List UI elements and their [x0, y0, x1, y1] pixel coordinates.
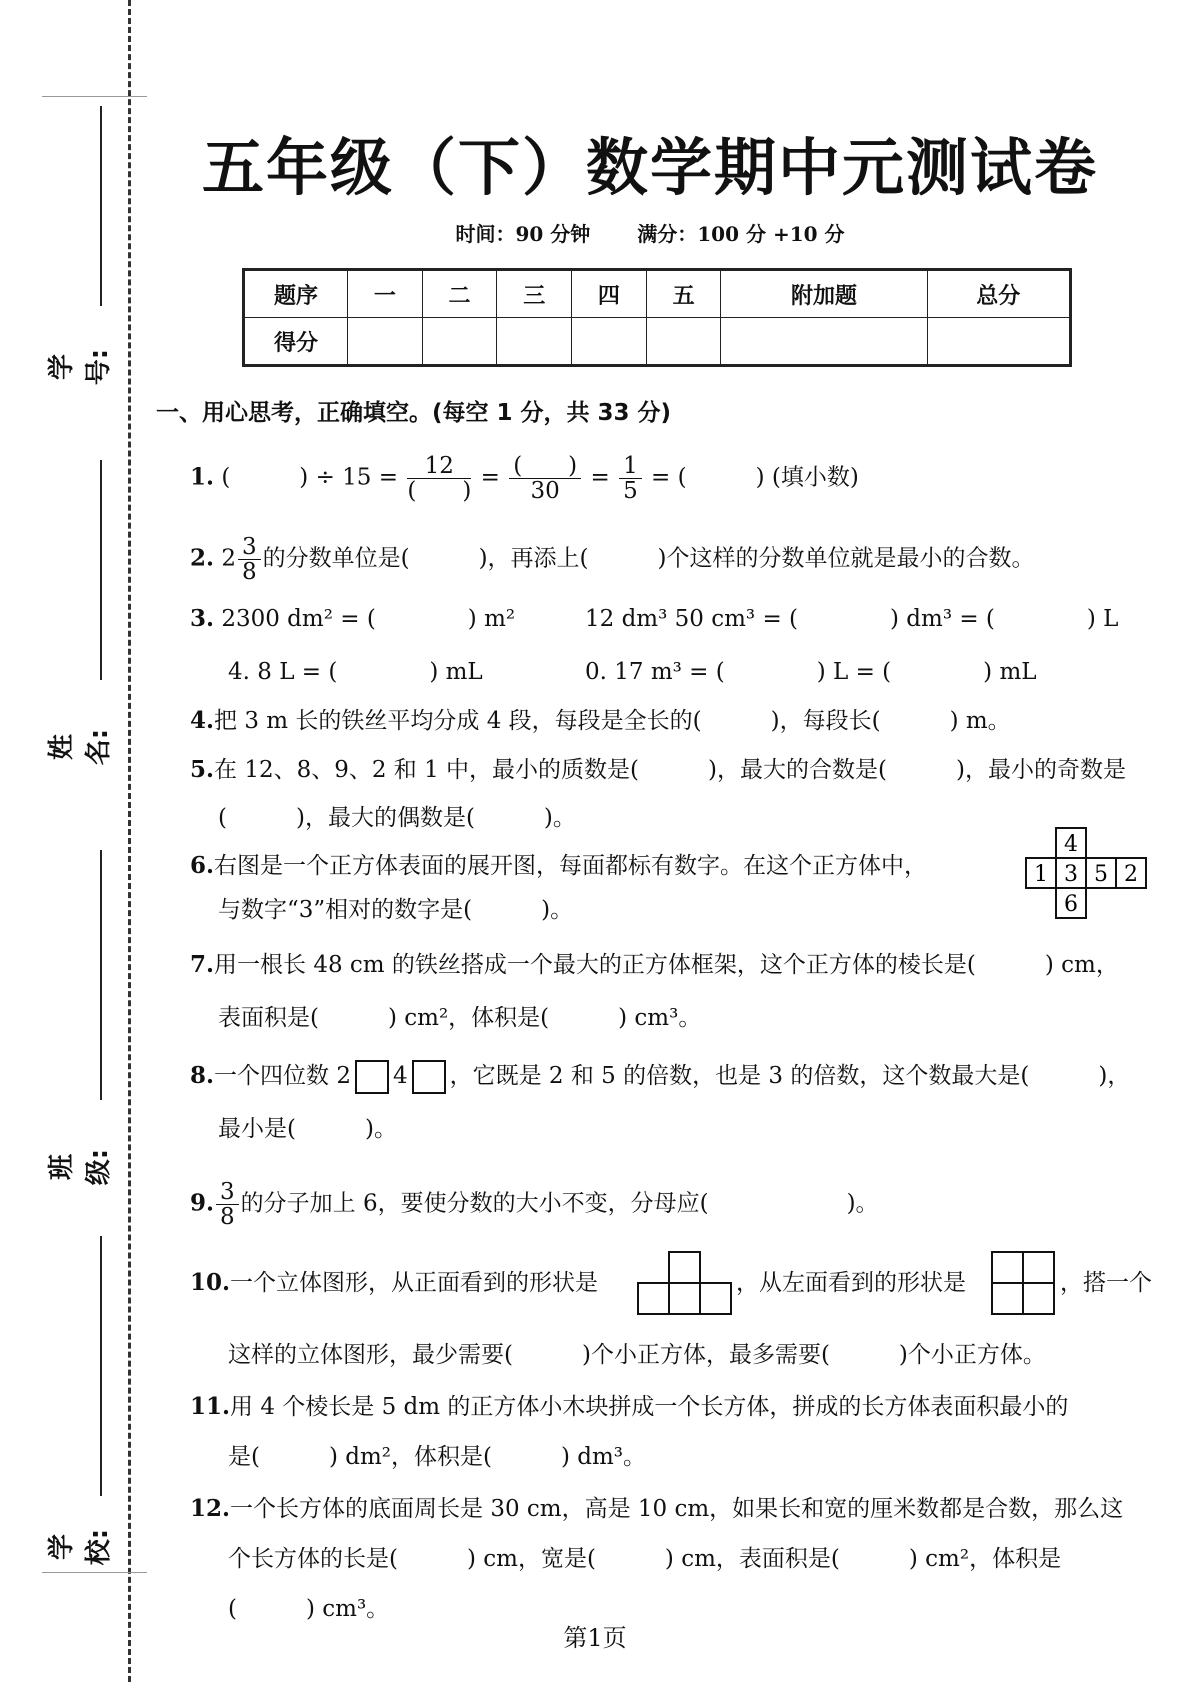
school-line[interactable] [100, 1236, 102, 1496]
question-number: 1. [190, 463, 215, 491]
cube-net-cell: 1 [1034, 862, 1048, 887]
binding-dashed-line [128, 0, 131, 1682]
question-11 [190, 1392, 1068, 1422]
page-title: 五年级（下）数学期中元测试卷 [201, 131, 1098, 204]
q3-part-b: 12 dm³ 50 cm³ = ( ) dm³ = ( ) L [585, 606, 1119, 632]
question-5 [190, 755, 1126, 785]
q10-part-c: ，搭一个 [1060, 1270, 1152, 1296]
q1-equals: = [480, 464, 500, 491]
q11-line-2: 是( ) dm²，体积是( ) dm³。 [228, 1444, 647, 1470]
score-table [242, 268, 1072, 367]
question-10 [190, 1268, 598, 1298]
question-number: 9. [190, 1189, 215, 1217]
q1-fraction-1: $\frac{12}{( )}$ [407, 453, 472, 504]
question-1 [190, 454, 859, 503]
score-cell[interactable] [721, 318, 927, 366]
q11-line-1: 用 4 个棱长是 5 dm 的正方体小木块拼成一个长方体，拼成的长方体表面积最小的 [230, 1394, 1069, 1420]
side-bottom-rule [42, 1572, 147, 1573]
score-cell[interactable] [572, 318, 647, 366]
q9-text: 的分子加上 6，要使分数的大小不变，分母应( )。 [240, 1190, 879, 1217]
score-header-cell: 四 [572, 270, 647, 318]
q5-line-2: ( )，最大的偶数是( )。 [218, 805, 576, 831]
time-limit: 时间：90 分钟 [455, 222, 591, 246]
q10-part-b: ，从左面看到的形状是 [736, 1270, 966, 1296]
page-number: 第1页 [563, 1624, 627, 1652]
score-header-cell: 三 [497, 270, 572, 318]
cube-net-cell: 2 [1124, 862, 1138, 887]
student-id-label: 学号: [47, 348, 114, 386]
score-header-cell: 五 [646, 270, 721, 318]
q10-line-2: 这样的立体图形，最少需要( )个小正方体，最多需要( )个小正方体。 [228, 1342, 1046, 1368]
score-cell[interactable] [497, 318, 572, 366]
q6-line-2: 与数字“3”相对的数字是( )。 [218, 897, 574, 923]
q6-line-1: 右图是一个正方体表面的展开图，每面都标有数字。在这个正方体中， [214, 853, 928, 879]
q3-part-d: 0. 17 m³ = ( ) L = ( ) mL [585, 659, 1037, 685]
q1-equals: = [590, 464, 610, 491]
digit-box[interactable] [412, 1060, 446, 1094]
question-number: 2. [190, 544, 215, 572]
question-9 [190, 1180, 879, 1229]
question-number: 8. [190, 1062, 215, 1089]
digit-box[interactable] [355, 1060, 389, 1094]
exam-meta [150, 218, 1150, 247]
q12-line-2: 个长方体的长是( ) cm，宽是( ) cm，表面积是( ) cm²，体积是 [228, 1546, 1062, 1572]
score-table-score-row [244, 318, 1071, 366]
q2-fraction: $\frac{3}{8}$ [238, 535, 261, 584]
cube-net-cell: 5 [1094, 862, 1108, 887]
q7-line-2: 表面积是( ) cm²，体积是( ) cm³。 [218, 1005, 702, 1031]
q8-part-b: 4 [392, 1063, 408, 1089]
q3-part-a: 2300 dm² = ( ) m² [221, 606, 516, 632]
question-4 [190, 706, 1011, 736]
cube-net-cell: 6 [1064, 892, 1078, 917]
q1-tail: = ( ) (填小数) [651, 464, 859, 491]
school-label: 学校: [47, 1528, 114, 1566]
q4-text: 把 3 m 长的铁丝平均分成 4 段，每段是全长的( )，每段长( ) m。 [214, 708, 1011, 734]
score-row-label: 得分 [244, 318, 348, 366]
question-number: 12. [190, 1495, 231, 1522]
q8-line-2: 最小是( )。 [218, 1116, 397, 1142]
cube-net-cell: 4 [1064, 832, 1078, 857]
score-cell[interactable] [646, 318, 721, 366]
cube-net-cell: 3 [1064, 862, 1078, 887]
q3-part-c: 4. 8 L = ( ) mL [228, 659, 483, 685]
left-view-figure [990, 1250, 1058, 1318]
question-6 [190, 851, 927, 881]
q9-fraction: $\frac{3}{8}$ [216, 1180, 239, 1229]
q7-line-1: 用一根长 48 cm 的铁丝搭成一个最大的正方体框架，这个正方体的棱长是( ) cm， [214, 952, 1119, 978]
q5-line-1: 在 12、8、9、2 和 1 中，最小的质数是( )，最大的合数是( )，最小的奇数是 [214, 757, 1126, 783]
side-top-rule [42, 96, 147, 97]
class-line[interactable] [100, 850, 102, 1100]
front-view-figure [636, 1250, 734, 1318]
q2-whole: 2 [221, 545, 236, 572]
student-name-line[interactable] [100, 460, 102, 680]
q10-part-a: 一个立体图形，从正面看到的形状是 [230, 1270, 599, 1296]
q8-part-c: ，它既是 2 和 5 的倍数，也是 3 的倍数，这个数最大是( )， [449, 1063, 1131, 1089]
q8-part-a: 一个四位数 2 [214, 1063, 351, 1089]
q2-text: 的分数单位是( )，再添上( )个这样的分数单位就是最小的合数。 [262, 545, 1035, 572]
q1-part-a: ( ) ÷ 15 = [221, 464, 399, 491]
student-id-line[interactable] [100, 106, 102, 306]
question-number: 6. [190, 852, 215, 879]
score-cell[interactable] [422, 318, 497, 366]
score-cell[interactable] [927, 318, 1070, 366]
question-3 [190, 604, 515, 634]
question-number: 4. [190, 707, 215, 734]
section-1-heading: 一、用心思考，正确填空。(每空 1 分，共 33 分) [156, 400, 672, 426]
score-header-cell: 附加题 [721, 270, 927, 318]
question-8 [190, 1060, 1130, 1094]
q1-fraction-3: $\frac{1}{5}$ [619, 454, 642, 503]
class-label: 班级: [47, 1148, 114, 1186]
q12-line-3: ( ) cm³。 [228, 1596, 390, 1622]
score-header-cell: 二 [422, 270, 497, 318]
student-name-label: 姓名: [47, 728, 114, 766]
question-number: 3. [190, 605, 215, 632]
score-header-cell: 一 [348, 270, 423, 318]
score-header-cell: 题序 [244, 270, 348, 318]
q12-line-1: 一个长方体的底面周长是 30 cm，高是 10 cm，如果长和宽的厘米数都是合数，那么这 [230, 1496, 1124, 1522]
question-number: 7. [190, 951, 215, 978]
question-number: 11. [190, 1393, 231, 1420]
cube-net-figure [1024, 826, 1154, 922]
score-cell[interactable] [348, 318, 423, 366]
question-2 [190, 535, 1035, 584]
question-7 [190, 950, 1119, 980]
question-number: 5. [190, 756, 215, 783]
score-table-header-row [244, 270, 1071, 318]
q1-fraction-2: $\frac{( )}{30}$ [509, 454, 581, 503]
question-number: 10. [190, 1269, 231, 1296]
question-12 [190, 1494, 1123, 1524]
full-score: 满分：100 分 +10 分 [637, 222, 845, 246]
score-header-cell: 总分 [927, 270, 1070, 318]
